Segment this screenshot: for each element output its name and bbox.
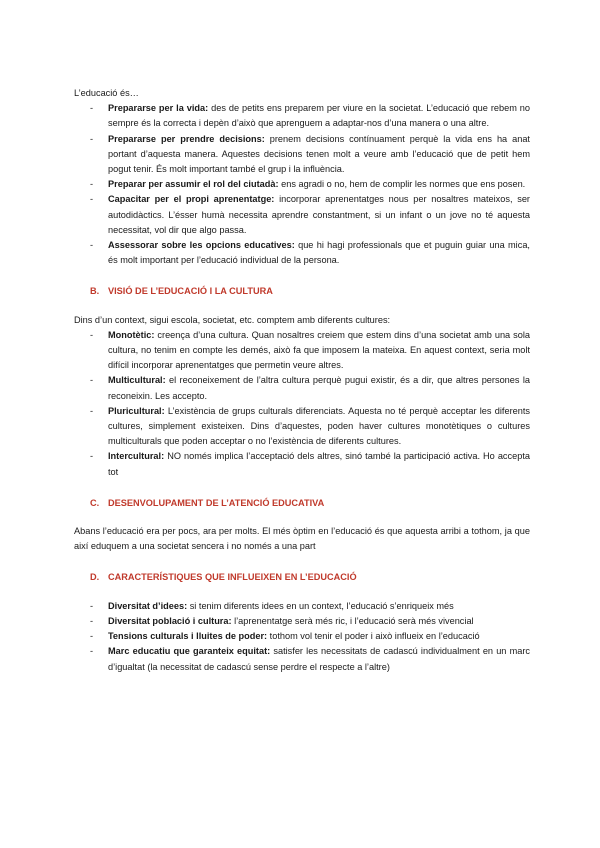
- list-item: [74, 599, 530, 614]
- item-term: Capacitar per el propi aprenentatge:: [108, 194, 275, 205]
- list-item: [74, 614, 530, 629]
- list-item: [74, 177, 530, 192]
- item-term: Diversitat població i cultura:: [108, 615, 232, 626]
- item-term: Intercultural:: [108, 451, 165, 462]
- section-title: DESENVOLUPAMENT DE L’ATENCIÓ EDUCATIVA: [108, 497, 325, 508]
- section-heading-c: [90, 496, 530, 511]
- item-text: ens agradi o no, hem de complir les normes que ens posen.: [278, 179, 526, 190]
- list-item: [74, 373, 530, 403]
- list-item: [74, 101, 530, 131]
- section-heading-d: [90, 570, 530, 585]
- section-heading-b: [90, 284, 530, 299]
- intro-text: L’educació és…: [74, 88, 139, 98]
- item-text: NO només implica l’acceptació dels altres, sinó també la participació activa. Ho accepta tot: [108, 451, 530, 477]
- item-term: Pluricultural:: [108, 405, 165, 416]
- list-item: [74, 449, 530, 479]
- item-term: Marc educatiu que garanteix equitat:: [108, 646, 271, 657]
- education-list: [74, 101, 530, 268]
- item-term: Monotètic:: [108, 329, 155, 340]
- item-term: Diversitat d’idees:: [108, 600, 188, 611]
- list-item: [74, 192, 530, 238]
- document-page: [74, 86, 530, 675]
- section-title: VISIÓ DE L’EDUCACIÓ I LA CULTURA: [108, 286, 273, 297]
- list-item: [74, 629, 530, 644]
- item-term: Tensions culturals i lluites de poder:: [108, 631, 268, 642]
- item-text: incorporar aprenentatges nous per nosaltres mateixos, ser autodidàctics. L’ésser humà necessita aprendre constantment, si un infant o un jove no té aquesta necessitat, vol dir que algo passa.: [108, 194, 530, 235]
- section-title: CARACTERÍSTIQUES QUE INFLUEIXEN EN L’EDUCACIÓ: [108, 572, 357, 583]
- list-item: [74, 404, 530, 450]
- item-text: des de petits ens preparem per viure en la societat. L’educació que rebem no sempre és la correcta i depèn d’això que aprenguem a adaptar-nos d’una manera o una altre.: [108, 103, 530, 129]
- culture-list: [74, 328, 530, 480]
- item-term: Prepararse per prendre decisions:: [108, 133, 265, 144]
- section-letter: D.: [90, 572, 100, 583]
- item-text: tothom vol tenir el poder i això influeix en l’educació: [267, 631, 480, 642]
- characteristics-list: [74, 599, 530, 675]
- list-item: [74, 644, 530, 674]
- list-item: [74, 132, 530, 178]
- list-item: [74, 328, 530, 374]
- item-text: que hi hagi professionals que et puguin guiar una mica, és molt important per l’educació individual de la persona.: [108, 240, 530, 266]
- item-text: l’aprenentatge serà més ric, i l’educació serà més vivencial: [231, 615, 474, 626]
- item-text: L’existència de grups culturals diferenciats. Aquesta no té perquè acceptar les diferents cultures, simplement existeixen. Dins d’aquestes, poden haver cultures monotètiques o cultures multiculturals que poden acceptar o no l’existència de diferents cultures.: [108, 405, 530, 447]
- list-item: [74, 238, 530, 268]
- item-term: Assessorar sobre les opcions educatives:: [108, 240, 295, 251]
- item-term: Multicultural:: [108, 375, 166, 386]
- item-text: el reconeixement de l’altra cultura perquè pugui existir, és a dir, que altres persones la reconeixin. Les accepto.: [108, 375, 530, 401]
- item-term: Prepararse per la vida:: [108, 103, 209, 114]
- section-letter: C.: [90, 497, 100, 508]
- item-text: prenem decisions contínuament perquè la vida ens ha anat portant d’aquesta manera. Aquestes decisions tenen molt a veure amb l’educació que de petit hem pogut tenir. És molt important també el grup i la influència.: [108, 133, 530, 175]
- section-c-paragraph: Abans l’educació era per pocs, ara per molts. El més òptim en l’educació és que aquesta arribi a tothom, ja que així eduquem a una societat sencera i no només a una part: [74, 526, 530, 552]
- section-letter: B.: [90, 286, 100, 297]
- item-text: satisfer les necessitats de cadascú individualment en un marc d’igualtat (la necessitat de cadascú sense perdre el respecte a l’altre): [108, 646, 530, 672]
- section-b-paragraph: Dins d’un context, sigui escola, societat, etc. comptem amb diferents cultures:: [74, 314, 391, 325]
- item-term: Preparar per assumir el rol del ciutadà:: [108, 179, 279, 190]
- item-text: si tenim diferents idees en un context, l’educació s’enriqueix més: [187, 600, 454, 611]
- item-text: creença d’una cultura. Quan nosaltres creiem que estem dins d’una societat amb una sola cultura, no tenim en compte les demés, això fa que imposem la mateixa. En aquest context, seria molt difícil incorporar aprenentatges que permetin veure altres.: [108, 329, 530, 371]
